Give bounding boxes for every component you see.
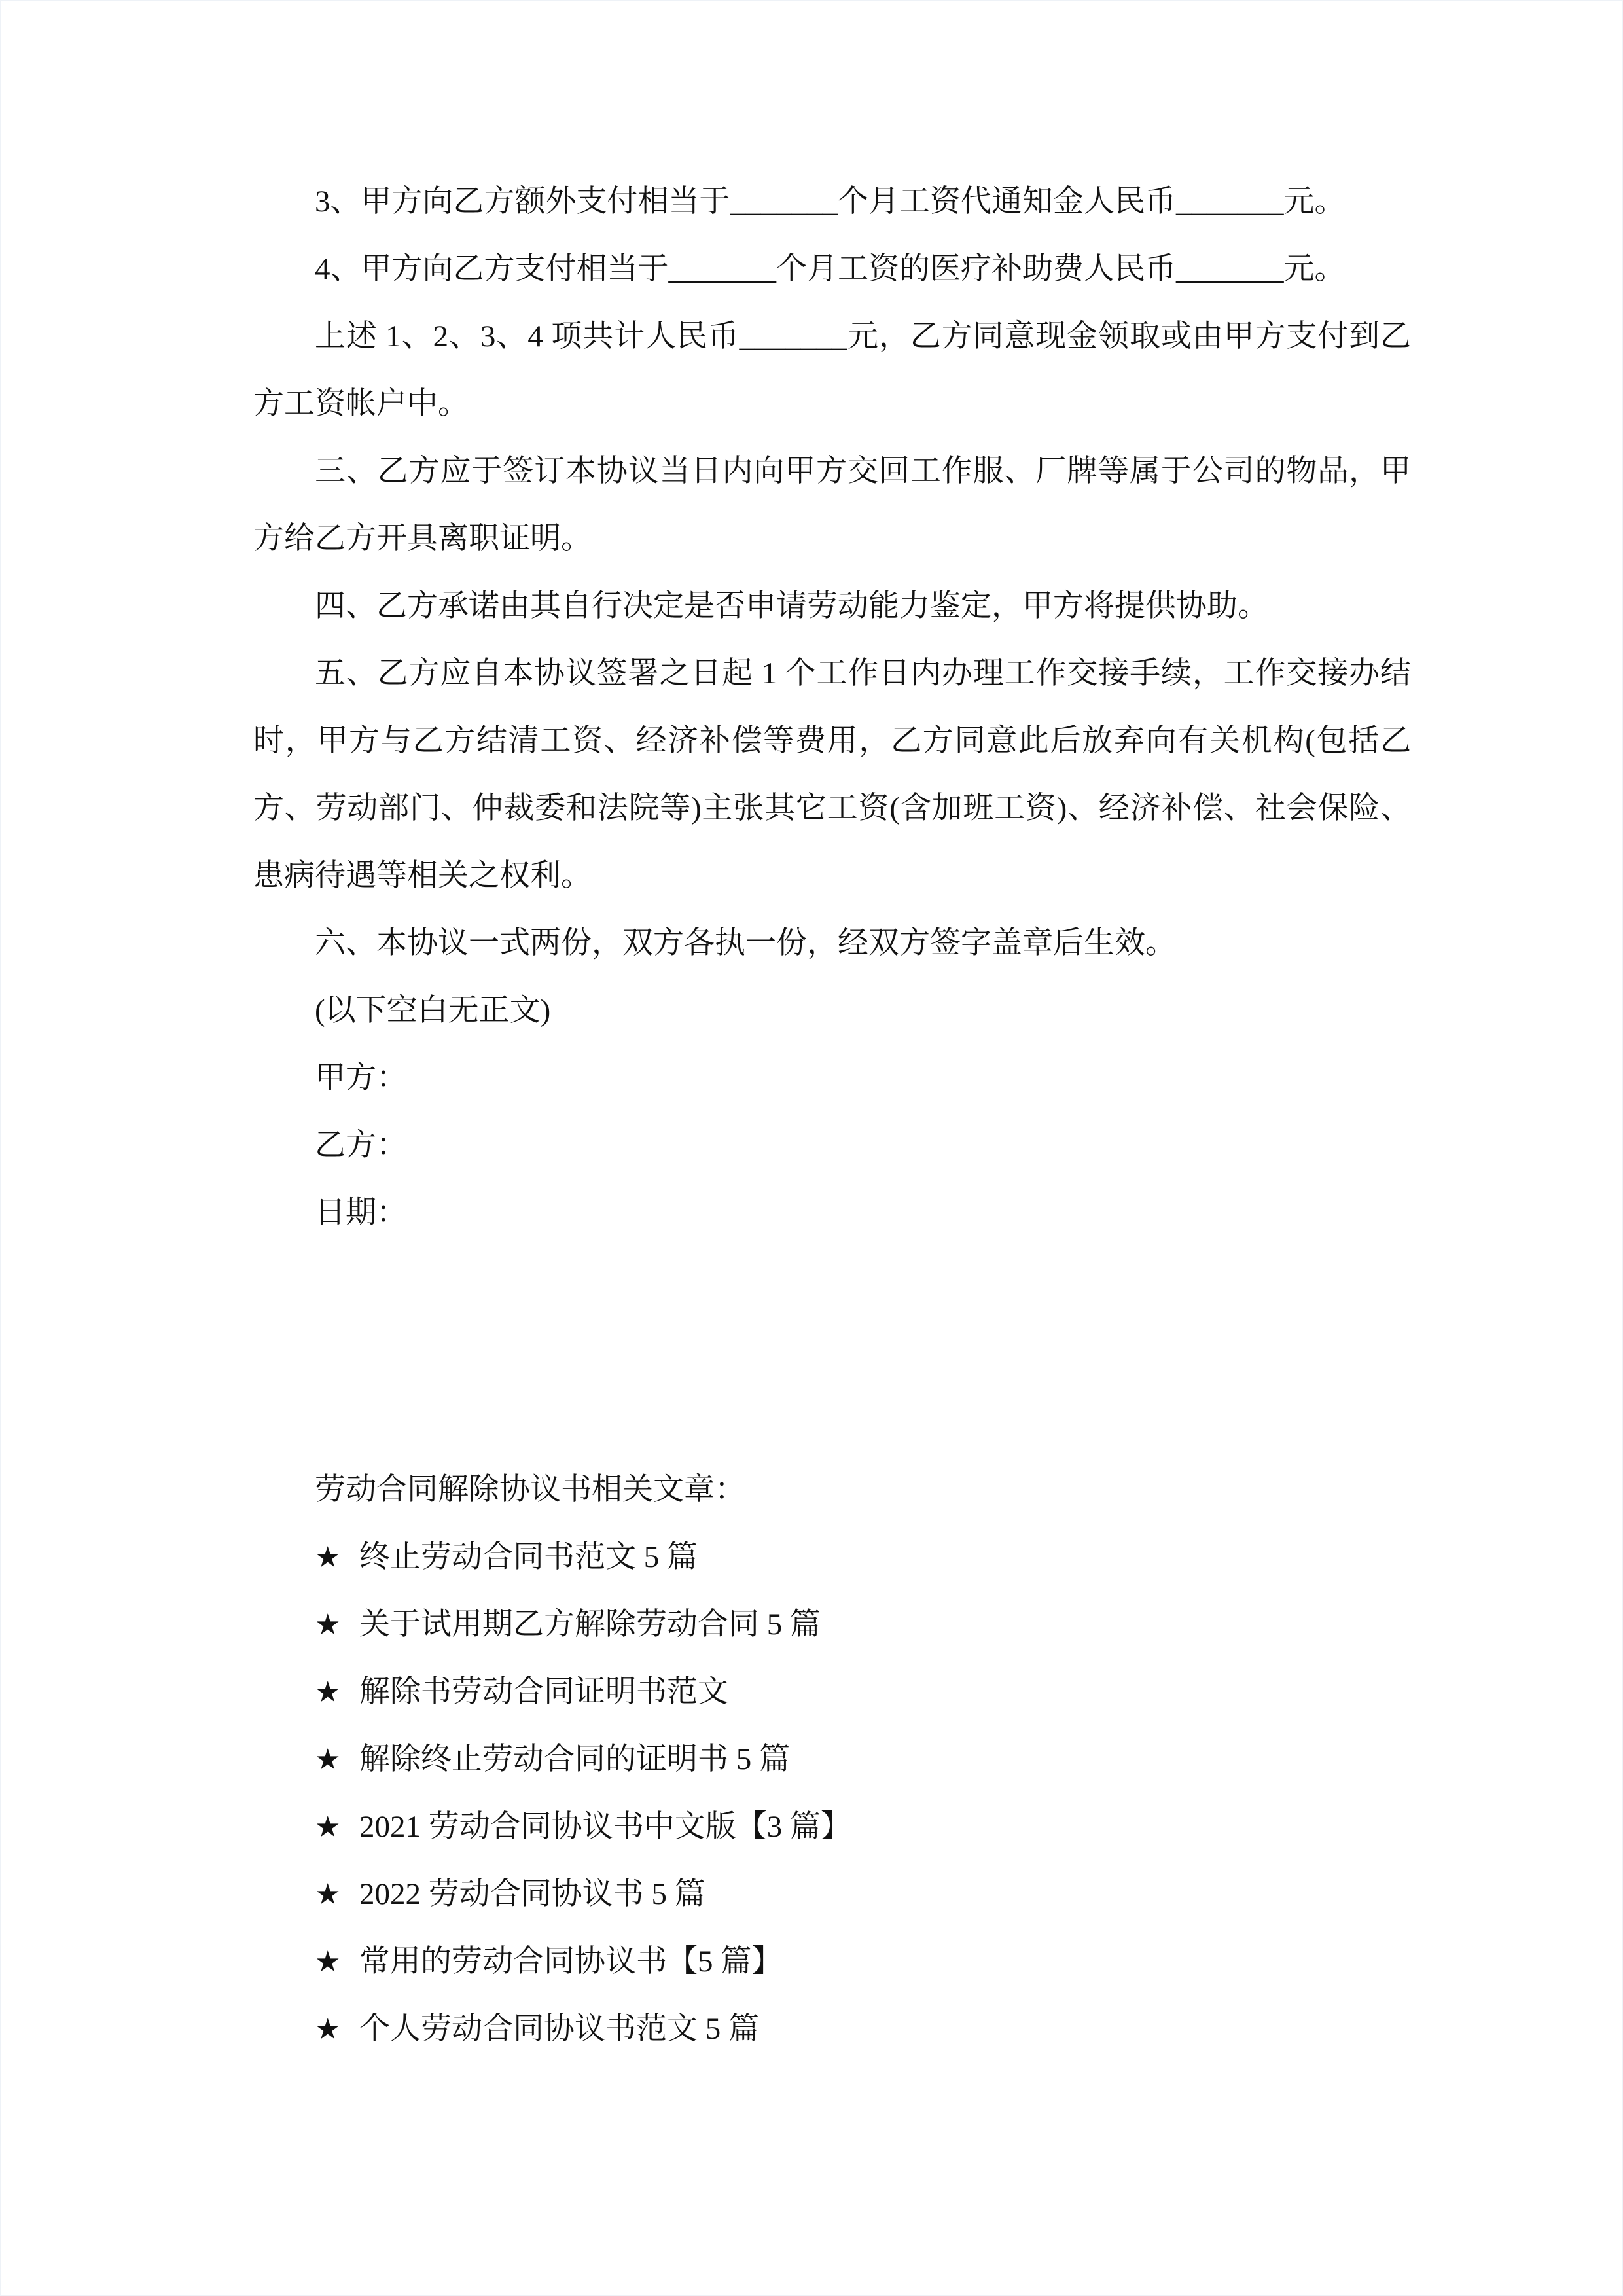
paragraph-date-signature: 日期： xyxy=(315,1196,407,1230)
star-icon: ★ xyxy=(315,1744,341,1776)
star-icon: ★ xyxy=(315,2013,341,2045)
related-article-item xyxy=(253,1659,1411,1726)
related-article-title: 常用的劳动合同协议书【5 篇】 xyxy=(359,1945,783,1979)
related-article-title: 关于试用期乙方解除劳动合同 5 篇 xyxy=(359,1607,821,1641)
paragraph-party-b-signature: 乙方： xyxy=(315,1128,407,1162)
related-article-title: 个人劳动合同协议书范文 5 篇 xyxy=(359,2012,760,2046)
paragraph-blank-note: (以下空白无正文) xyxy=(315,994,551,1028)
star-icon: ★ xyxy=(315,1541,341,1573)
related-article-title: 2022 劳动合同协议书 5 篇 xyxy=(359,1877,705,1911)
star-icon: ★ xyxy=(315,1878,341,1910)
star-icon: ★ xyxy=(315,1811,341,1843)
related-article-title: 终止劳动合同书范文 5 篇 xyxy=(359,1540,698,1574)
related-articles-list xyxy=(253,1524,1411,2063)
related-articles-heading: 劳动合同解除协议书相关文章： xyxy=(315,1473,745,1507)
related-article-item xyxy=(253,1861,1411,1928)
document-content xyxy=(1,1,1622,2063)
related-article-item xyxy=(253,1793,1411,1861)
related-articles-section xyxy=(253,1456,1411,2063)
star-icon: ★ xyxy=(315,1609,341,1641)
paragraph-total-sum: 上述 1、2、3、4 项共计人民币_______元，乙方同意现金领取或由甲方支付到乙方工资帐户中。 xyxy=(253,319,1411,421)
paragraph-clause-3: 3、甲方向乙方额外支付相当于_______个月工资代通知金人民币_______元。 xyxy=(315,185,1346,219)
related-article-title: 解除终止劳动合同的证明书 5 篇 xyxy=(359,1742,791,1776)
related-article-title: 2021 劳动合同协议书中文版【3 篇】 xyxy=(359,1810,852,1844)
star-icon: ★ xyxy=(315,1676,341,1708)
related-article-title: 解除书劳动合同证明书范文 xyxy=(359,1675,729,1709)
related-article-item xyxy=(253,1726,1411,1793)
paragraph-article-5: 五、乙方应自本协议签署之日起 1 个工作日内办理工作交接手续，工作交接办结时，甲方与乙方结清工资、经济补偿等费用，乙方同意此后放弃向有关机构(包括乙方、劳动部门、仲裁委和法院等)主张其它工资(含加班工资)、经济补偿、社会保险、患病待遇等相关之权利。 xyxy=(253,656,1411,893)
related-article-item xyxy=(253,1996,1411,2063)
related-article-item xyxy=(253,1524,1411,1591)
paragraph-article-6: 六、本协议一式两份，双方各执一份，经双方签字盖章后生效。 xyxy=(315,926,1176,960)
star-icon: ★ xyxy=(315,1946,341,1978)
paragraph-clause-4: 4、甲方向乙方支付相当于_______个月工资的医疗补助费人民币_______元。 xyxy=(315,252,1346,286)
related-article-item xyxy=(253,1928,1411,1996)
related-article-item xyxy=(253,1591,1411,1659)
paragraph-article-3: 三、乙方应于签订本协议当日内向甲方交回工作服、厂牌等属于公司的物品，甲方给乙方开具离职证明。 xyxy=(253,454,1411,556)
paragraph-party-a-signature: 甲方： xyxy=(315,1061,407,1095)
paragraph-article-4: 四、乙方承诺由其自行决定是否申请劳动能力鉴定，甲方将提供协助。 xyxy=(315,589,1268,623)
